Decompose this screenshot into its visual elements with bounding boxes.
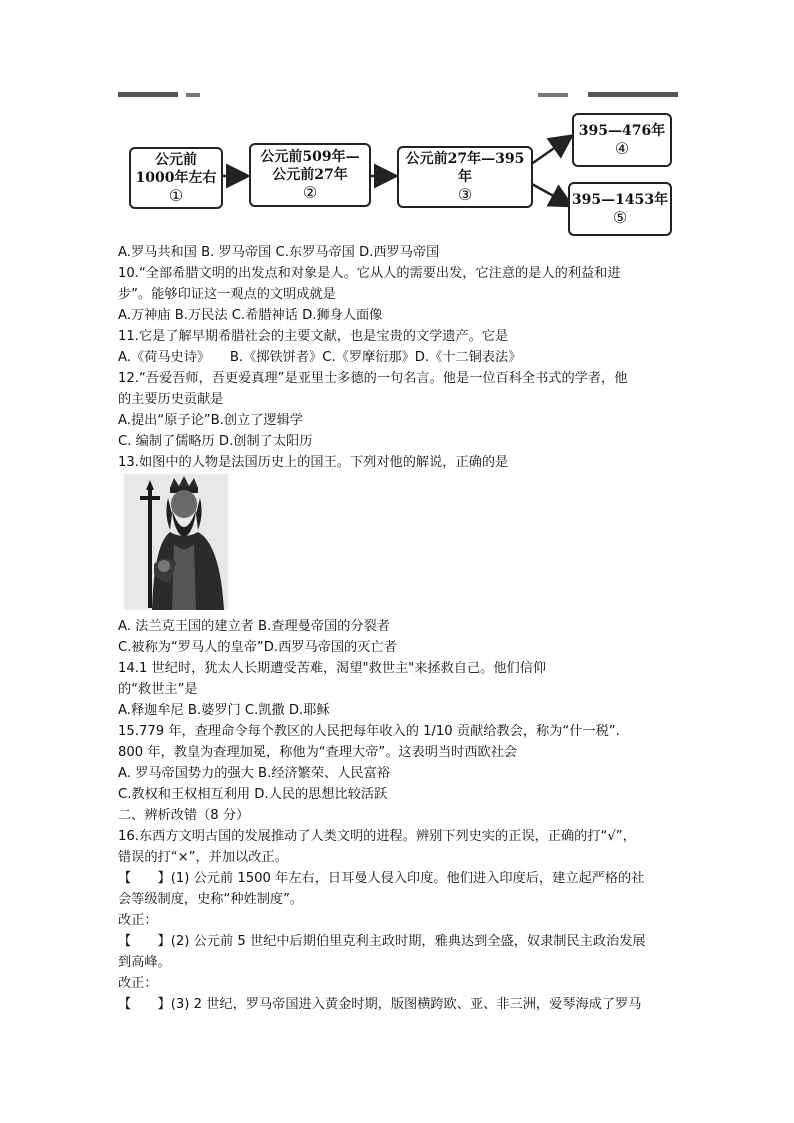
q12-stem-1: 12.“吾爱吾师，吾更爱真理”是亚里士多德的一句名言。他是一位百科全书式的学者，他 <box>118 371 628 386</box>
q16-item2-line2: 到高峰。 <box>118 955 171 970</box>
q12-options-ab: A.提出“原子论”B.创立了逻辑学 <box>118 413 303 428</box>
timeline-box-2 <box>249 143 371 207</box>
q11-stem: 11.它是了解早期希腊社会的主要文献，也是宝贵的文学遗产。它是 <box>118 329 509 344</box>
box1-line2: 1000年左右 <box>135 170 217 186</box>
timeline-box-5 <box>568 182 672 236</box>
q16-item1-line2: 会等级制度，史称“种姓制度”。 <box>118 892 304 907</box>
king-portrait-image <box>124 474 228 610</box>
q14-stem-2: 的“救世主”是 <box>118 682 198 697</box>
q12-stem-2: 的主要历史贡献是 <box>118 392 224 407</box>
timeline-box-4 <box>572 113 672 167</box>
q10-stem-2: 步”。能够印证这一观点的文明成就是 <box>118 287 336 302</box>
q10-options: A.万神庙 B.万民法 C.希腊神话 D.狮身人面像 <box>118 308 383 323</box>
box4-mark: ④ <box>614 139 630 158</box>
box4-line1: 395—476年 <box>578 123 666 139</box>
box3-mark: ③ <box>457 185 473 204</box>
q16-item2-correction: 改正： <box>118 976 158 991</box>
box2-line2: 公元前27年 <box>272 167 348 183</box>
box1-line1: 公元前 <box>155 152 197 168</box>
timeline-arrows <box>0 0 794 260</box>
timeline-box-3 <box>397 146 533 208</box>
timeline-box-1 <box>129 147 223 209</box>
box5-line1: 395—1453年 <box>571 192 669 208</box>
q12-options-cd: C. 编制了儒略历 D.创制了太阳历 <box>118 434 313 449</box>
q15-options-cd: C.教权和王权相互利用 D.人民的思想比较活跃 <box>118 787 388 802</box>
q14-stem-1: 14.1 世纪时，犹太人长期遭受苦难，渴望"救世主"来拯救自己。他们信仰 <box>118 661 547 676</box>
q16-stem-2: 错误的打“×”，并加以改正。 <box>118 850 288 865</box>
box1-mark: ① <box>168 186 184 205</box>
q16-item1-correction: 改正： <box>118 913 158 928</box>
q16-item2-line1: 【 】(2) 公元前 5 世纪中后期伯里克利主政时期，雅典达到全盛，奴隶制民主政治发展 <box>118 934 646 949</box>
q11-options: A.《荷马史诗》 B.《掷铁饼者》C.《罗摩衍那》D.《十二铜表法》 <box>118 350 522 365</box>
q16-item1-line1: 【 】(1) 公元前 1500 年左右，日耳曼人侵入印度。他们进入印度后，建立起严格的社 <box>118 871 645 886</box>
q13-options-cd: C.被称为“罗马人的皇帝”D.西罗马帝国的灭亡者 <box>118 640 397 655</box>
q13-stem: 13.如图中的人物是法国历史上的国王。下列对他的解说，正确的是 <box>118 455 509 470</box>
q14-options: A.释迦牟尼 B.婆罗门 C.凯撒 D.耶稣 <box>118 703 330 718</box>
box2-mark: ② <box>302 183 318 202</box>
q13-options-ab: A. 法兰克王国的建立者 B.查理曼帝国的分裂者 <box>118 619 390 634</box>
q15-stem-2: 800 年，教皇为查理加冕，称他为“查理大帝”。这表明当时西欧社会 <box>118 745 518 760</box>
q10-stem-1: 10.“全部希腊文明的出发点和对象是人。它从人的需要出发，它注意的是人的利益和进 <box>118 266 621 281</box>
section-two-heading: 二、辨析改错（8 分） <box>118 808 250 823</box>
box3-line1: 公元前27年—395年 <box>405 151 525 185</box>
box2-line1: 公元前509年— <box>260 149 360 165</box>
box5-mark: ⑤ <box>612 208 628 227</box>
q9-options: A.罗马共和国 B. 罗马帝国 C.东罗马帝国 D.西罗马帝国 <box>118 245 440 260</box>
q16-stem-1: 16.东西方文明古国的发展推动了人类文明的进程。辨别下列史实的正误，正确的打“√”， <box>118 829 636 844</box>
q15-options-ab: A. 罗马帝国势力的强大 B.经济繁荣、人民富裕 <box>118 766 390 781</box>
cropped-header-fragment <box>118 92 678 100</box>
q15-stem-1: 15.779 年，查理命令每个教区的人民把每年收入的 1/10 贡献给教会，称为“什一税”. <box>118 724 620 739</box>
q16-item3-line1: 【 】(3) 2 世纪，罗马帝国进入黄金时期，版图横跨欧、亚、非三洲，爱琴海成了罗马 <box>118 997 642 1012</box>
